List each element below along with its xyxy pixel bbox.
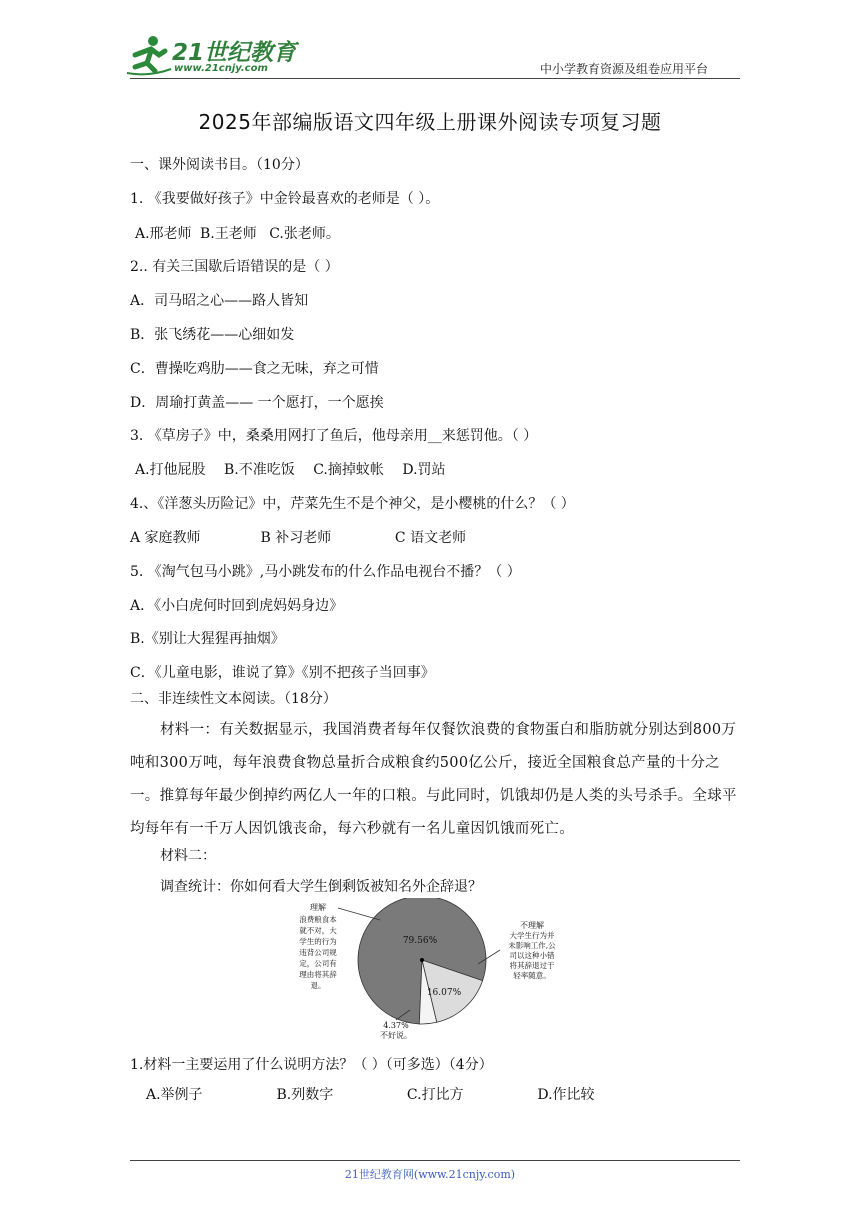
- logo-url: www.21cnjy.com: [174, 63, 268, 74]
- material-1: 材料一：有关数据显示，我国消费者每年仅餐饮浪费的食物蛋白和脂肪就分别达到800万吨和300万吨，每年浪费食物总量折合成粮食约500亿公斤，接近全国粮食总产量的十分之一。推算每年最少倒掉约两亿人一年的口粮。与此同时，饥饿却仍是人类的头号杀手。全球平均每年有一千万人因饥饿丧命，每六秒就有一名儿童因饥饿而死亡。: [130, 722, 737, 837]
- option-a: A 家庭教师: [130, 530, 201, 546]
- question-2-1: 1.材料一主要运用了什么说明方法？（ ）（可多选）（4分）: [130, 1057, 493, 1073]
- question-2: 2.. 有关三国歇后语错误的是（ ）: [130, 259, 339, 275]
- material-2-label: 材料二：: [160, 848, 216, 864]
- pie-annotation-unsure: 不好说。: [380, 1031, 412, 1040]
- header: [0, 0, 860, 80]
- question-2-option-a: A．司马昭之心——路人皆知: [130, 293, 309, 309]
- pie-center-dot: [420, 958, 424, 962]
- question-4-options: [130, 528, 466, 548]
- option-b: B.不准吃饭: [224, 462, 295, 478]
- pie-annotation-not-understand-line: 大学生行为并: [509, 931, 555, 940]
- footer-divider: [130, 1160, 740, 1161]
- question-2-option-c: C．曹操吃鸡肋——食之无味，弃之可惜: [130, 361, 379, 377]
- pie-annotation-understand-line: 浪费粮食本: [299, 915, 337, 924]
- site-logo-icon: [125, 33, 173, 77]
- survey-pie-chart: [270, 898, 590, 1048]
- header-divider: [130, 78, 740, 79]
- survey-question: 调查统计：你如何看大学生倒剩饭被知名外企辞退？: [160, 879, 482, 895]
- option-c: C.打比方: [406, 1087, 464, 1103]
- page-title: 2025年部编版语文四年级上册课外阅读专项复习题: [198, 110, 662, 134]
- question-5-option-b: B.《别让大猩猩再抽烟》: [130, 631, 285, 647]
- footer-text: 21世纪教育网(www.21cnjy.com): [344, 1168, 516, 1181]
- option-a: A.举例子: [146, 1087, 203, 1103]
- question-5-option-a: A．《小白虎何时回到虎妈妈身边》: [130, 598, 344, 614]
- option-a: A.打他屁股: [135, 462, 206, 478]
- option-b: B.列数字: [276, 1087, 334, 1103]
- question-1-options: [135, 224, 340, 244]
- pie-annotation-not-understand-title: 不理解: [520, 921, 544, 930]
- question-4: 4.、《洋葱头历险记》中，芹菜先生不是个神父，是小樱桃的什么？（ ）: [130, 496, 575, 512]
- pie-value-label-understand: 79.56%: [402, 936, 438, 946]
- pie-leader-understand: [338, 908, 380, 920]
- option-b: B.王老师: [200, 226, 257, 242]
- pie-annotation-not-understand-line: 将其辞退过于: [509, 961, 555, 970]
- pie-annotation-understand-line: 违背公司规: [299, 948, 337, 957]
- pie-annotation-understand-line: 就不对，大: [299, 926, 337, 935]
- pie-annotation-understand-line: 退。: [310, 981, 326, 990]
- section2-heading: 二、非连续性文本阅读。（18分）: [130, 691, 337, 707]
- question-3-options: [135, 460, 446, 480]
- pie-annotation-understand-line: 学生的行为: [299, 937, 337, 946]
- section1-heading: 一、课外阅读书目。（10分）: [130, 157, 309, 173]
- question-3: 3. 《草房子》中，桑桑用网打了鱼后，他母亲用__来惩罚他。（ ）: [130, 428, 538, 444]
- question-2-option-b: B．张飞绣花——心细如发: [130, 327, 295, 343]
- option-d: D.作比较: [537, 1087, 595, 1103]
- question-2-1-options: [146, 1085, 595, 1105]
- question-2-option-d: D．周瑜打黄盖—— 一个愿打，一个愿挨: [130, 395, 384, 411]
- pie-annotation-understand-title: 理解: [310, 903, 326, 912]
- question-1: 1. 《我要做好孩子》中金铃最喜欢的老师是（ ）。: [130, 191, 440, 207]
- pie-value-label-not-understand: 16.07%: [426, 988, 462, 998]
- pie-annotation-not-understand-line: 未影响工作,公: [508, 941, 556, 950]
- logo-text: 21世纪教育: [172, 40, 297, 66]
- option-d: D.罚站: [402, 462, 446, 478]
- option-c: C 语文老师: [394, 530, 467, 546]
- question-5: 5. 《淘气包马小跳》,马小跳发布的什么作品电视台不播？（ ）: [130, 564, 521, 580]
- question-5-option-c: C．《儿童电影，谁说了算》《别不把孩子当回事》: [130, 665, 435, 681]
- pie-value-label-unsure: 4.37%: [383, 1021, 409, 1030]
- pie-annotation-not-understand-line: 轻率随意。: [513, 971, 551, 980]
- option-b: B 补习老师: [260, 530, 332, 546]
- pie-annotation-understand-line: 定，公司有: [299, 959, 337, 968]
- option-c: C.摘掉蚊帐: [313, 462, 384, 478]
- option-c: C.张老师。: [269, 226, 340, 242]
- option-a: A.邢老师: [135, 226, 192, 242]
- platform-text: 中小学教育资源及组卷应用平台: [540, 62, 709, 76]
- pie-annotation-not-understand-line: 司以这种小错: [509, 951, 555, 960]
- pie-annotation-understand-line: 理由将其辞: [299, 970, 337, 979]
